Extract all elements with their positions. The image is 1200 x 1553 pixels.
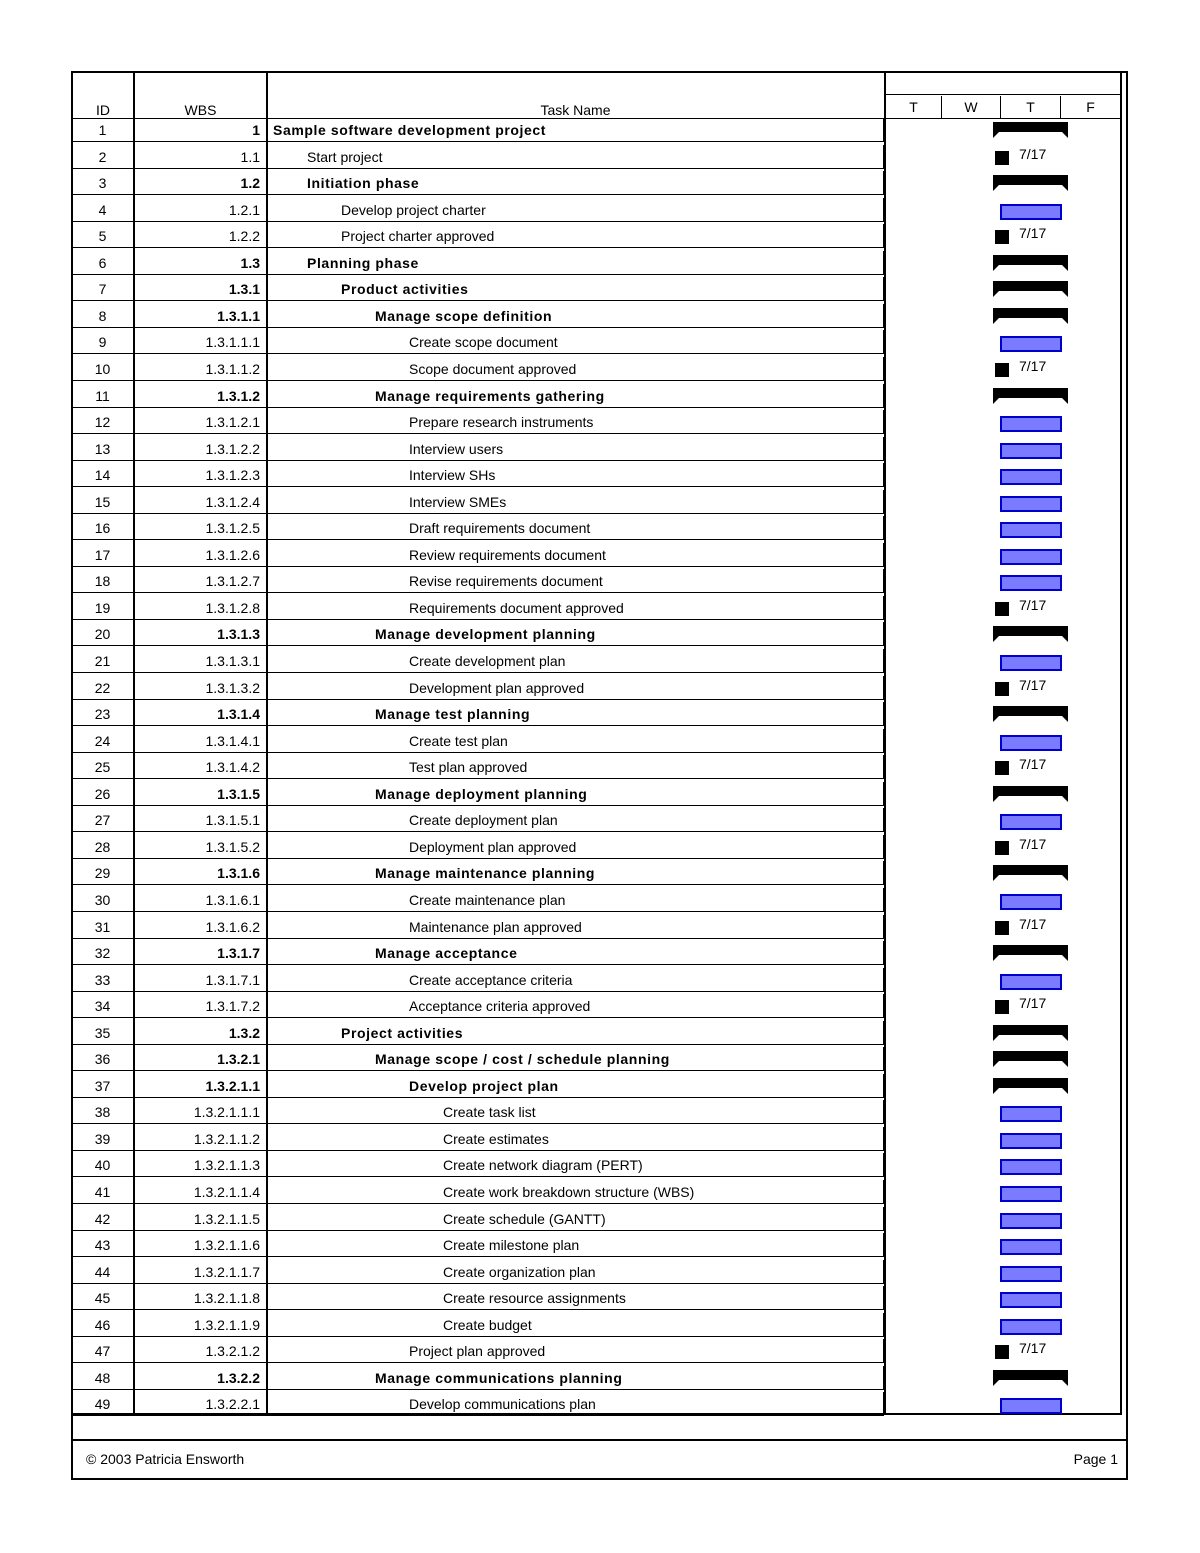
summary-bar [993,122,1068,132]
task-id: 25 [72,755,134,779]
table-row [72,994,884,1020]
milestone-marker [995,1345,1009,1359]
table-row [72,330,884,356]
task-wbs: 1.3.2.1.1.9 [134,1313,267,1337]
table-row [72,516,884,542]
task-bar [1000,1319,1062,1335]
table-row [72,888,884,914]
task-bar [1000,894,1062,910]
task-wbs: 1 [134,118,267,142]
summary-bar [993,786,1068,796]
task-id: 24 [72,729,134,753]
summary-bar [993,1025,1068,1035]
task-wbs: 1.3.2.1.1.7 [134,1260,267,1284]
task-name: Create test plan [267,729,884,753]
task-wbs: 1.3.1.5.1 [134,808,267,832]
id-column-header: ID [96,102,110,118]
day-header-friday: F [1086,99,1095,115]
task-wbs: 1.3.1.2.1 [134,410,267,434]
task-id: 39 [72,1127,134,1151]
task-wbs: 1.3.1.5 [134,782,267,806]
task-name: Interview users [267,437,884,461]
task-id: 49 [72,1392,134,1416]
task-id: 29 [72,861,134,885]
summary-bar [993,281,1068,291]
milestone-marker [995,841,1009,855]
task-wbs: 1.3.1.7.2 [134,994,267,1018]
task-id: 18 [72,569,134,593]
gantt-right-border [1120,72,1122,1414]
task-id: 9 [72,330,134,354]
milestone-date-label: 7/17 [1019,915,1047,932]
table-row [72,1047,884,1073]
table-row [72,410,884,436]
milestone-date-label: 7/17 [1019,1340,1047,1357]
task-id: 7 [72,277,134,301]
task-wbs: 1.3.1.6 [134,861,267,885]
task-name: Prepare research instruments [267,410,884,434]
task-id: 40 [72,1153,134,1177]
task-wbs: 1.2.1 [134,198,267,222]
task-id: 14 [72,463,134,487]
task-name: Review requirements document [267,543,884,567]
task-wbs: 1.3.1.2.8 [134,596,267,620]
table-row [72,968,884,994]
table-row [72,835,884,861]
task-name: Create deployment plan [267,808,884,832]
task-wbs: 1.3.1.7 [134,941,267,965]
task-bar [1000,575,1062,591]
task-wbs: 1.3.2.1.1.2 [134,1127,267,1151]
table-row [72,145,884,171]
table-row [72,941,884,967]
task-bar [1000,469,1062,485]
summary-bar [993,945,1068,955]
task-wbs: 1.3.1.1.1 [134,330,267,354]
table-row [72,118,884,144]
task-bar [1000,1239,1062,1255]
task-name: Manage deployment planning [267,782,884,806]
task-wbs: 1.3.1.3.1 [134,649,267,673]
task-bar [1000,1266,1062,1282]
task-wbs: 1.3.2.1.2 [134,1339,267,1363]
task-name: Develop project charter [267,198,884,222]
task-bar [1000,1186,1062,1202]
task-wbs: 1.3.1.4.2 [134,755,267,779]
milestone-marker [995,921,1009,935]
timescale-top-header [884,72,1122,95]
table-row [72,1100,884,1126]
task-name: Acceptance criteria approved [267,994,884,1018]
summary-bar [993,388,1068,398]
task-id: 13 [72,437,134,461]
task-name: Revise requirements document [267,569,884,593]
task-id: 27 [72,808,134,832]
task-wbs: 1.3.1.2 [134,384,267,408]
day-header-wednesday: W [942,96,1001,118]
task-name: Create resource assignments [267,1286,884,1310]
task-name: Manage scope / cost / schedule planning [267,1047,884,1071]
task-wbs: 1.3.2.2.1 [134,1392,267,1416]
task-wbs: 1.3.1.4 [134,702,267,726]
task-name: Planning phase [267,251,884,275]
task-wbs: 1.3.2.1.1.1 [134,1100,267,1124]
table-row [72,861,884,887]
task-id: 46 [72,1313,134,1337]
summary-bar [993,706,1068,716]
table-row [72,198,884,224]
summary-bar [993,255,1068,265]
milestone-marker [995,682,1009,696]
task-wbs: 1.3.1 [134,277,267,301]
task-wbs: 1.3.1.2.2 [134,437,267,461]
task-wbs: 1.2.2 [134,224,267,248]
task-wbs: 1.3 [134,251,267,275]
task-id: 32 [72,941,134,965]
task-name: Project activities [267,1021,884,1045]
task-name: Scope document approved [267,357,884,381]
wbs-column-header: WBS [184,102,217,118]
task-bar [1000,814,1062,830]
page-number: Page 1 [1073,1451,1118,1467]
milestone-date-label: 7/17 [1019,357,1047,374]
task-bar [1000,1292,1062,1308]
task-wbs: 1.3.1.2.6 [134,543,267,567]
milestone-marker [995,230,1009,244]
task-wbs: 1.3.1.2.4 [134,490,267,514]
task-id: 11 [72,384,134,408]
task-name: Maintenance plan approved [267,915,884,939]
task-id: 20 [72,622,134,646]
task-id: 33 [72,968,134,992]
table-row [72,1233,884,1259]
task-id: 34 [72,994,134,1018]
day-header-tuesday: T [886,96,942,118]
task-name: Manage maintenance planning [267,861,884,885]
milestone-date-label: 7/17 [1019,225,1047,242]
task-wbs: 1.3.1.5.2 [134,835,267,859]
table-row [72,1207,884,1233]
table-row [72,1286,884,1312]
table-row [72,1260,884,1286]
table-gantt-divider [884,72,886,1414]
task-name: Create network diagram (PERT) [267,1153,884,1177]
task-wbs: 1.3.2.1 [134,1047,267,1071]
task-name: Create work breakdown structure (WBS) [267,1180,884,1204]
table-row [72,649,884,675]
task-id: 31 [72,915,134,939]
task-id: 10 [72,357,134,381]
task-name: Interview SMEs [267,490,884,514]
task-id: 38 [72,1100,134,1124]
table-row [72,702,884,728]
milestone-date-label: 7/17 [1019,145,1047,162]
milestone-marker [995,761,1009,775]
task-name: Create schedule (GANTT) [267,1207,884,1231]
day-header-thursday: T [1001,96,1061,118]
task-id: 3 [72,171,134,195]
task-name-column-header: Task Name [540,102,611,118]
milestone-marker [995,151,1009,165]
task-bar [1000,416,1062,432]
task-wbs: 1.3.1.2.7 [134,569,267,593]
footer-divider [72,1439,1126,1441]
task-wbs: 1.2 [134,171,267,195]
task-name: Product activities [267,277,884,301]
task-bar [1000,522,1062,538]
task-bar [1000,1159,1062,1175]
task-wbs: 1.3.2.1.1.8 [134,1286,267,1310]
summary-bar [993,865,1068,875]
task-id: 35 [72,1021,134,1045]
task-id: 41 [72,1180,134,1204]
task-id: 26 [72,782,134,806]
table-row [72,224,884,250]
task-wbs: 1.3.1.7.1 [134,968,267,992]
task-id: 42 [72,1207,134,1231]
table-row [72,463,884,489]
copyright-text: © 2003 Patricia Ensworth [86,1451,245,1467]
task-name: Create development plan [267,649,884,673]
task-id: 8 [72,304,134,328]
task-id: 48 [72,1366,134,1390]
task-name: Create budget [267,1313,884,1337]
task-id: 5 [72,224,134,248]
task-id: 37 [72,1074,134,1098]
table-row [72,1339,884,1365]
task-id: 1 [72,118,134,142]
table-row [72,1153,884,1179]
task-wbs: 1.3.1.6.1 [134,888,267,912]
summary-bar [993,1370,1068,1380]
summary-bar [993,308,1068,318]
table-row [72,384,884,410]
table-row [72,596,884,622]
task-bar [1000,735,1062,751]
table-row [72,1074,884,1100]
task-name: Manage communications planning [267,1366,884,1390]
task-bar [1000,1213,1062,1229]
table-row [72,357,884,383]
task-bar [1000,204,1062,220]
table-row [72,1366,884,1392]
table-row [72,729,884,755]
task-name: Requirements document approved [267,596,884,620]
milestone-marker [995,363,1009,377]
task-name: Initiation phase [267,171,884,195]
milestone-date-label: 7/17 [1019,676,1047,693]
task-name: Manage requirements gathering [267,384,884,408]
task-name: Project charter approved [267,224,884,248]
task-wbs: 1.3.2 [134,1021,267,1045]
task-wbs: 1.3.2.1.1 [134,1074,267,1098]
task-name: Create acceptance criteria [267,968,884,992]
task-bar [1000,549,1062,565]
table-row [72,277,884,303]
task-wbs: 1.3.1.2.5 [134,516,267,540]
task-bar [1000,443,1062,459]
task-wbs: 1.3.1.3 [134,622,267,646]
task-id: 12 [72,410,134,434]
task-name: Project plan approved [267,1339,884,1363]
milestone-marker [995,1000,1009,1014]
task-bar [1000,1398,1062,1414]
table-row [72,676,884,702]
task-id: 2 [72,145,134,169]
task-name: Develop project plan [267,1074,884,1098]
task-name: Create maintenance plan [267,888,884,912]
task-wbs: 1.3.1.6.2 [134,915,267,939]
task-id: 23 [72,702,134,726]
task-name: Create task list [267,1100,884,1124]
task-name: Manage test planning [267,702,884,726]
task-id: 45 [72,1286,134,1310]
table-row [72,915,884,941]
table-row [72,437,884,463]
task-bar [1000,1133,1062,1149]
table-row [72,251,884,277]
table-row [72,808,884,834]
task-wbs: 1.3.2.1.1.6 [134,1233,267,1257]
task-id: 36 [72,1047,134,1071]
task-name: Develop communications plan [267,1392,884,1416]
task-bar [1000,655,1062,671]
table-row [72,543,884,569]
task-name: Create organization plan [267,1260,884,1284]
table-row [72,782,884,808]
milestone-date-label: 7/17 [1019,835,1047,852]
task-name: Development plan approved [267,676,884,700]
summary-bar [993,1078,1068,1088]
table-row [72,304,884,330]
task-wbs: 1.3.2.1.1.3 [134,1153,267,1177]
summary-bar [993,626,1068,636]
task-name: Manage development planning [267,622,884,646]
task-id: 47 [72,1339,134,1363]
task-id: 17 [72,543,134,567]
task-wbs: 1.3.1.2.3 [134,463,267,487]
milestone-date-label: 7/17 [1019,995,1047,1012]
task-wbs: 1.3.1.1.2 [134,357,267,381]
task-name: Sample software development project [267,118,884,142]
task-wbs: 1.3.2.1.1.4 [134,1180,267,1204]
task-name: Manage acceptance [267,941,884,965]
task-id: 6 [72,251,134,275]
table-row [72,171,884,197]
summary-bar [993,175,1068,185]
task-name: Test plan approved [267,755,884,779]
task-id: 44 [72,1260,134,1284]
task-id: 21 [72,649,134,673]
task-bar [1000,1106,1062,1122]
table-row [72,1127,884,1153]
task-wbs: 1.3.2.2 [134,1366,267,1390]
milestone-marker [995,602,1009,616]
task-id: 22 [72,676,134,700]
task-wbs: 1.3.1.1 [134,304,267,328]
task-name: Draft requirements document [267,516,884,540]
task-name: Create milestone plan [267,1233,884,1257]
task-name: Create scope document [267,330,884,354]
table-row [72,622,884,648]
task-wbs: 1.1 [134,145,267,169]
task-bar [1000,974,1062,990]
task-name: Interview SHs [267,463,884,487]
task-name: Create estimates [267,1127,884,1151]
task-wbs: 1.3.1.4.1 [134,729,267,753]
table-row [72,1313,884,1339]
task-id: 15 [72,490,134,514]
milestone-date-label: 7/17 [1019,596,1047,613]
task-id: 19 [72,596,134,620]
task-bar [1000,496,1062,512]
table-row [72,569,884,595]
task-wbs: 1.3.2.1.1.5 [134,1207,267,1231]
task-name: Manage scope definition [267,304,884,328]
table-row [72,1021,884,1047]
task-name: Start project [267,145,884,169]
table-row [72,1392,884,1418]
task-bar [1000,336,1062,352]
summary-bar [993,1051,1068,1061]
task-id: 43 [72,1233,134,1257]
task-id: 16 [72,516,134,540]
task-name: Deployment plan approved [267,835,884,859]
table-row [72,1180,884,1206]
table-row [72,755,884,781]
milestone-date-label: 7/17 [1019,756,1047,773]
task-id: 30 [72,888,134,912]
task-id: 4 [72,198,134,222]
task-wbs: 1.3.1.3.2 [134,676,267,700]
table-row [72,490,884,516]
task-id: 28 [72,835,134,859]
